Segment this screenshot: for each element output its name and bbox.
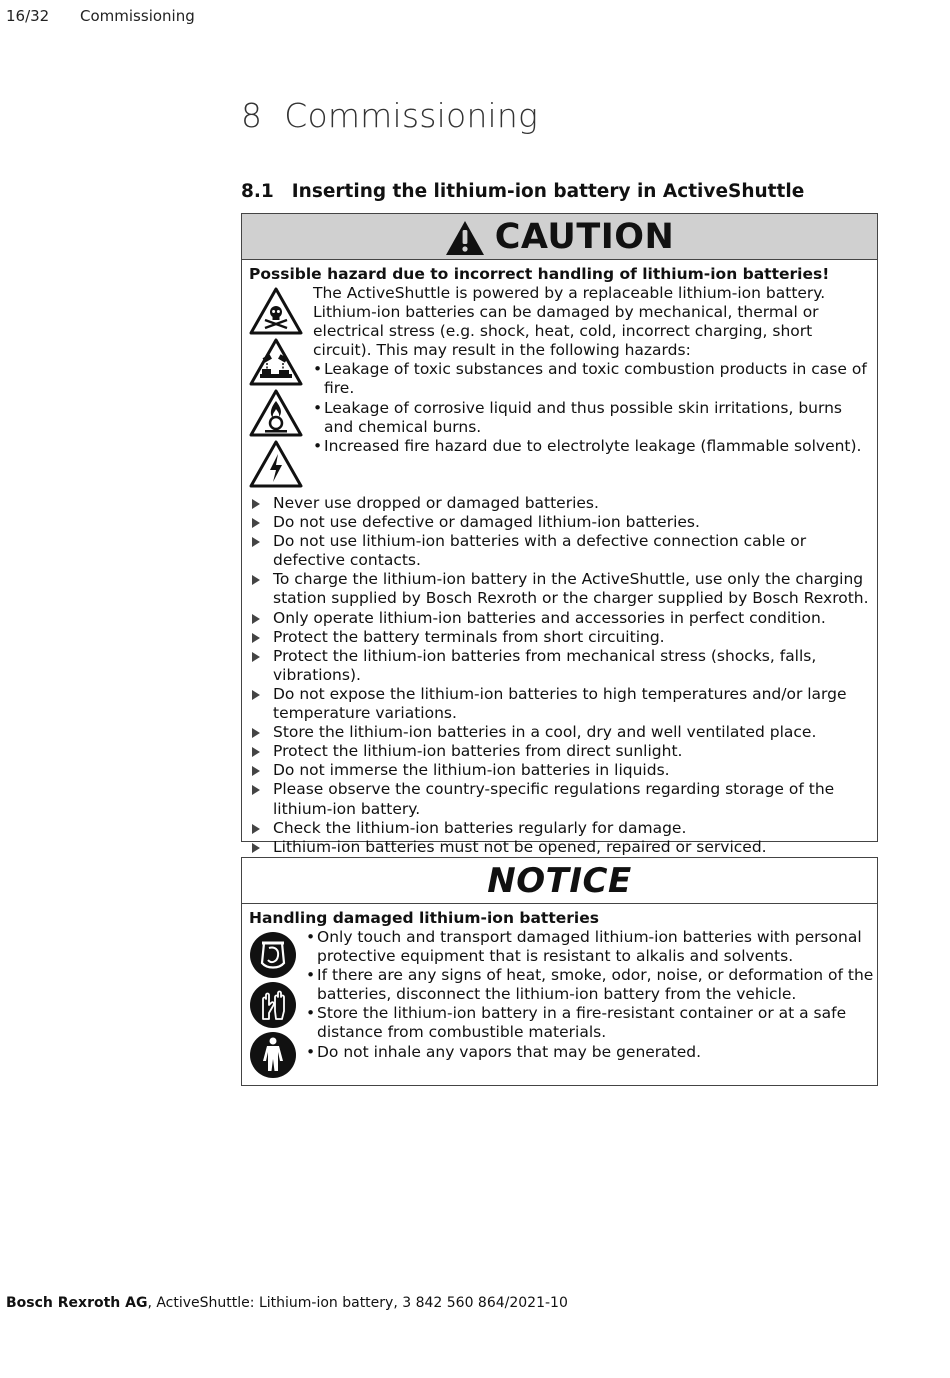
arrow-bullet-icon: [252, 785, 260, 795]
instruction-item: Store the lithium-ion batteries in a cool, dry and well ventilated place.: [252, 723, 877, 742]
notice-heading: Handling damaged lithium-ion batteries: [249, 909, 599, 927]
running-header-chapter: Commissioning: [80, 7, 195, 25]
footer-document-info: , ActiveShuttle: Lithium-ion battery, 3 842 560 864/2021-10: [147, 1295, 568, 1311]
ppe-icons: [249, 931, 299, 1081]
chapter-number: 8: [241, 96, 263, 135]
section-title: [241, 181, 804, 202]
hazard-item: • Leakage of corrosive liquid and thus possible skin irritations, burns and chemical burns.: [313, 399, 873, 437]
hazard-list: [313, 360, 873, 455]
page-number: 16/32: [6, 7, 50, 25]
instruction-item: Protect the lithium-ion batteries from direct sunlight.: [252, 742, 877, 761]
instruction-item: To charge the lithium-ion battery in the ActiveShuttle, use only the charging station supplied by Bosch Rexroth or the charger supplied by Bosch Rexroth.: [252, 570, 877, 608]
warning-triangle-icon: [445, 220, 485, 256]
footer-company: Bosch Rexroth AG: [6, 1295, 148, 1311]
oxidizing-fire-hazard-icon: [249, 389, 303, 437]
arrow-bullet-icon: [252, 747, 260, 757]
notice-item: • Only touch and transport damaged lithium-ion batteries with personal protective equipment that is resistant to alkalis and solvents.: [306, 928, 874, 966]
notice-item: • Do not inhale any vapors that may be generated.: [306, 1043, 874, 1062]
instruction-item: Do not expose the lithium-ion batteries to high temperatures and/or large temperature variations.: [252, 685, 877, 723]
caution-signal-word: CAUTION: [494, 216, 675, 257]
arrow-bullet-icon: [252, 652, 260, 662]
caution-box: [241, 213, 878, 856]
instruction-item: Never use dropped or damaged batteries.: [252, 494, 877, 513]
instruction-item: Check the lithium-ion batteries regularly for damage.: [252, 819, 877, 838]
instruction-item: Do not use lithium-ion batteries with a defective connection cable or defective contacts.: [252, 532, 877, 570]
arrow-bullet-icon: [252, 518, 260, 528]
arrow-bullet-icon: [252, 824, 260, 834]
instruction-list: [252, 494, 877, 857]
instruction-item: Lithium-ion batteries must not be opened, repaired or serviced.: [252, 838, 877, 857]
notice-box: [241, 857, 878, 1086]
notice-bullets: [306, 928, 874, 1062]
caution-heading: Possible hazard due to incorrect handling of lithium-ion batteries!: [249, 265, 830, 283]
notice-list: [306, 928, 874, 1062]
chapter-title-text: Commissioning: [284, 96, 539, 135]
notice-item: • If there are any signs of heat, smoke, odor, noise, or deformation of the batteries, disconnect the lithium-ion battery from the vehicle.: [306, 966, 874, 1004]
notice-item: • Store the lithium-ion battery in a fire-resistant container or at a safe distance from combustible materials.: [306, 1004, 874, 1042]
hazard-item: • Leakage of toxic substances and toxic combustion products in case of fire.: [313, 360, 873, 398]
protective-gloves-icon: [249, 981, 297, 1029]
caution-intro: [313, 284, 873, 456]
arrow-bullet-icon: [252, 728, 260, 738]
arrow-bullet-icon: [252, 614, 260, 624]
hazard-icons: [249, 287, 305, 491]
arrow-bullet-icon: [252, 766, 260, 776]
face-shield-icon: [249, 931, 297, 979]
electrical-hazard-icon: [249, 440, 303, 488]
notice-banner: [242, 858, 877, 904]
caution-banner: [242, 214, 877, 260]
instruction-item: Protect the battery terminals from short circuiting.: [252, 628, 877, 647]
instruction-item: Do not immerse the lithium-ion batteries in liquids.: [252, 761, 877, 780]
instruction-item: Do not use defective or damaged lithium-ion batteries.: [252, 513, 877, 532]
section-title-text: Inserting the lithium-ion battery in ActiveShuttle: [291, 181, 805, 202]
instruction-item: Protect the lithium-ion batteries from mechanical stress (shocks, falls, vibrations).: [252, 647, 877, 685]
running-header: [6, 7, 195, 25]
page-footer: [6, 1295, 568, 1311]
arrow-bullet-icon: [252, 690, 260, 700]
hazard-item: • Increased fire hazard due to electrolyte leakage (flammable solvent).: [313, 437, 873, 456]
arrow-bullet-icon: [252, 575, 260, 585]
arrow-bullet-icon: [252, 499, 260, 509]
section-number: 8.1: [241, 181, 274, 202]
notice-signal-word: NOTICE: [487, 860, 632, 901]
instruction-item: Only operate lithium-ion batteries and accessories in perfect condition.: [252, 609, 877, 628]
corrosive-hazard-icon: [249, 338, 303, 386]
arrow-bullet-icon: [252, 843, 260, 853]
toxic-hazard-icon: [249, 287, 303, 335]
caution-intro-text: The ActiveShuttle is powered by a replaceable lithium-ion battery. Lithium-ion batteries can be damaged by mechanical, thermal or electrical stress (e.g. shock, heat, cold, incorrect charging, short circuit). This may result in the following hazards:: [313, 284, 826, 360]
protective-suit-icon: [249, 1031, 297, 1079]
instruction-item: Please observe the country-specific regulations regarding storage of the lithium-ion battery.: [252, 780, 877, 818]
chapter-title: [241, 96, 538, 135]
arrow-bullet-icon: [252, 537, 260, 547]
arrow-bullet-icon: [252, 633, 260, 643]
